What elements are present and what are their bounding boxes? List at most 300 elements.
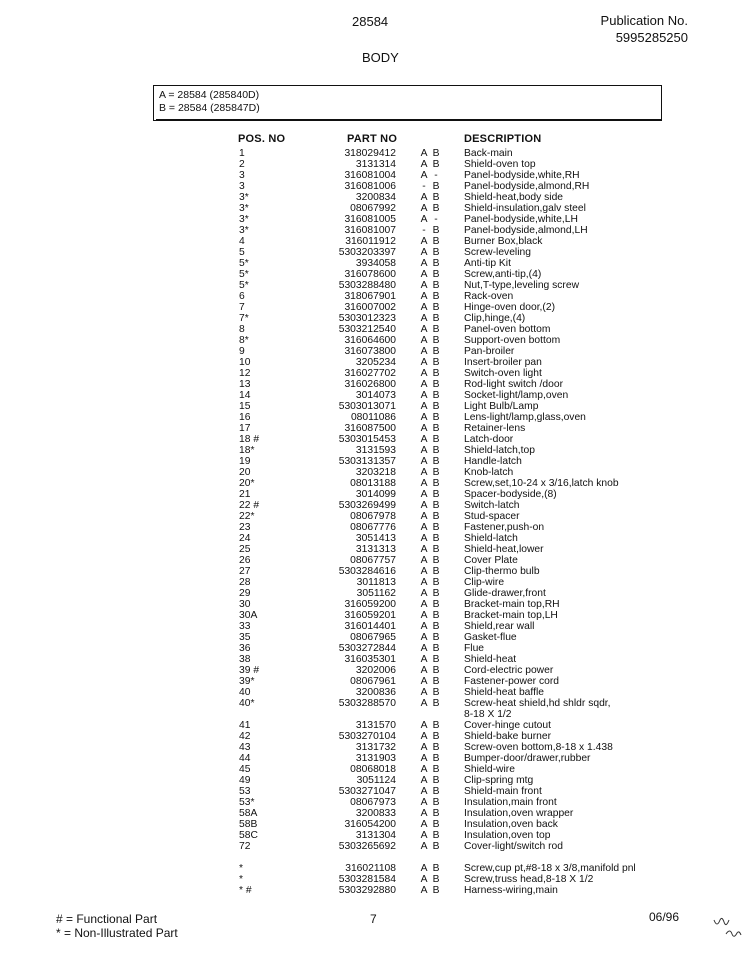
model-a-cell: A xyxy=(420,291,428,302)
pos-cell: 1 xyxy=(239,148,245,159)
model-b-cell: B xyxy=(432,225,440,236)
table-row xyxy=(0,841,750,852)
model-a-cell: A xyxy=(420,456,428,467)
description-cell: Light Bulb/Lamp xyxy=(464,401,539,412)
model-b-cell: B xyxy=(432,555,440,566)
description-cell: Nut,T-type,leveling screw xyxy=(464,280,580,291)
description-cell: Clip-spring mtg xyxy=(464,775,534,786)
part-number-cell: 5303288570 xyxy=(338,698,396,709)
part-number-cell: 3131314 xyxy=(355,159,396,170)
table-row xyxy=(0,390,750,401)
table-row xyxy=(0,885,750,896)
revision-date: 06/96 xyxy=(649,910,680,924)
part-number-cell: 08067978 xyxy=(350,511,396,522)
model-b-cell: B xyxy=(432,357,440,368)
pos-cell: 5* xyxy=(239,280,249,291)
part-number-cell: 318067901 xyxy=(344,291,396,302)
part-number-cell: 3014073 xyxy=(355,390,396,401)
model-a-cell: A xyxy=(420,610,428,621)
model-b-cell: B xyxy=(432,159,440,170)
model-a-cell: A xyxy=(420,665,428,676)
pos-cell: 3* xyxy=(239,192,249,203)
description-cell: Handle-latch xyxy=(464,456,522,467)
model-a-cell: A xyxy=(420,214,428,225)
description-cell: Switch-latch xyxy=(464,500,520,511)
pos-cell: 42 xyxy=(239,731,251,742)
description-cell: Cover-light/switch rod xyxy=(464,841,563,852)
pos-cell: 49 xyxy=(239,775,251,786)
pos-cell: * xyxy=(239,863,244,874)
description-cell: Back-main xyxy=(464,148,513,159)
part-number-cell: 08013188 xyxy=(350,478,396,489)
pos-cell: 9 xyxy=(239,346,245,357)
table-row xyxy=(0,434,750,445)
model-legend-box xyxy=(153,85,662,121)
model-a-cell: A xyxy=(420,192,428,203)
model-b-cell: B xyxy=(432,643,440,654)
pos-cell: 7* xyxy=(239,313,249,324)
description-cell: Shield-bake burner xyxy=(464,731,552,742)
publication-block xyxy=(601,12,688,46)
table-row xyxy=(0,610,750,621)
model-a-cell: A xyxy=(420,577,428,588)
table-row xyxy=(0,643,750,654)
part-number-cell: 3131903 xyxy=(355,753,396,764)
description-cell: Screw,set,10-24 x 3/16,latch knob xyxy=(464,478,619,489)
part-number-cell: 08067965 xyxy=(350,632,396,643)
description-cell: Insulation,main front xyxy=(464,797,557,808)
model-a-cell: A xyxy=(420,500,428,511)
table-row xyxy=(0,566,750,577)
model-a-cell: A xyxy=(420,467,428,478)
table-row xyxy=(0,192,750,203)
model-b-cell: B xyxy=(432,698,440,709)
description-cell: Rack-oven xyxy=(464,291,514,302)
column-header-description: DESCRIPTION xyxy=(464,133,542,145)
model-a-cell: A xyxy=(420,324,428,335)
table-row xyxy=(0,830,750,841)
model-number: 28584 xyxy=(352,14,389,29)
table-row xyxy=(0,302,750,313)
table-row xyxy=(0,478,750,489)
description-cell: Insulation,oven wrapper xyxy=(464,808,574,819)
table-row xyxy=(0,489,750,500)
description-cell: Panel-oven bottom xyxy=(464,324,551,335)
pos-cell: 8* xyxy=(239,335,249,346)
description-cell: Panel-bodyside,white,LH xyxy=(464,214,578,225)
description-cell: Lens-light/lamp,glass,oven xyxy=(464,412,586,423)
pos-cell: 28 xyxy=(239,577,251,588)
model-b-cell: B xyxy=(432,687,440,698)
part-number-cell: 3934058 xyxy=(355,258,396,269)
table-row xyxy=(0,181,750,192)
model-b-cell: B xyxy=(432,841,440,852)
table-row xyxy=(0,786,750,797)
model-b-cell: B xyxy=(432,291,440,302)
pos-cell: 33 xyxy=(239,621,251,632)
model-b-cell: B xyxy=(432,731,440,742)
model-a-cell: A xyxy=(420,874,428,885)
pos-cell: 4 xyxy=(239,236,245,247)
part-number-cell: 316064600 xyxy=(344,335,396,346)
column-header-part: PART NO xyxy=(347,133,398,145)
table-row xyxy=(0,423,750,434)
table-row xyxy=(0,676,750,687)
part-number-cell: 5303012323 xyxy=(338,313,396,324)
model-a-cell: A xyxy=(420,434,428,445)
model-a-cell: - xyxy=(422,181,426,192)
table-row xyxy=(0,863,750,874)
description-cell: Cord-electric power xyxy=(464,665,554,676)
part-number-cell: 5303212540 xyxy=(338,324,396,335)
description-cell: Shield-oven top xyxy=(464,159,536,170)
table-row xyxy=(0,852,750,863)
model-a-cell: A xyxy=(420,423,428,434)
model-b-cell: B xyxy=(432,280,440,291)
model-a-cell: A xyxy=(420,841,428,852)
description-cell: Socket-light/lamp,oven xyxy=(464,390,569,401)
part-number-cell: 316081005 xyxy=(344,214,396,225)
description-cell: Shield,rear wall xyxy=(464,621,535,632)
table-row xyxy=(0,203,750,214)
model-a-cell: A xyxy=(420,797,428,808)
table-row xyxy=(0,555,750,566)
part-number-cell: 3131593 xyxy=(355,445,396,456)
pos-cell: 3* xyxy=(239,203,249,214)
table-row xyxy=(0,742,750,753)
pos-cell: 40* xyxy=(239,698,255,709)
description-cell: Hinge-oven door,(2) xyxy=(464,302,556,313)
model-b-cell: - xyxy=(434,170,438,181)
part-number-cell: 3051413 xyxy=(355,533,396,544)
pos-cell: 25 xyxy=(239,544,251,555)
model-a-cell: A xyxy=(420,775,428,786)
publication-label: Publication No. xyxy=(600,13,688,28)
part-number-cell: 3200833 xyxy=(355,808,396,819)
model-a-cell: A xyxy=(420,621,428,632)
model-b-cell: B xyxy=(432,247,440,258)
part-number-cell: 08067961 xyxy=(350,676,396,687)
part-number-cell: 5303265692 xyxy=(338,841,396,852)
model-b-cell: B xyxy=(432,654,440,665)
table-row xyxy=(0,346,750,357)
model-b-cell: B xyxy=(432,478,440,489)
table-row xyxy=(0,236,750,247)
pos-cell: 15 xyxy=(239,401,251,412)
model-a-cell: A xyxy=(420,357,428,368)
pos-cell: 5 xyxy=(239,247,245,258)
model-b-cell: B xyxy=(432,203,440,214)
model-b-cell: B xyxy=(432,676,440,687)
table-row xyxy=(0,467,750,478)
description-cell: Screw,cup pt,#8-18 x 3/8,manifold pnl xyxy=(464,863,636,874)
model-b-cell: B xyxy=(432,390,440,401)
description-cell: Bracket-main top,LH xyxy=(464,610,558,621)
description-cell: Flue xyxy=(464,643,485,654)
model-b-cell: B xyxy=(432,588,440,599)
table-row xyxy=(0,247,750,258)
part-number-cell: 5303271047 xyxy=(338,786,396,797)
pos-cell: 43 xyxy=(239,742,251,753)
pos-cell: 53* xyxy=(239,797,255,808)
pos-cell: 10 xyxy=(239,357,251,368)
pos-cell: 20 xyxy=(239,467,251,478)
model-a-cell: A xyxy=(420,280,428,291)
pos-cell: 5* xyxy=(239,258,249,269)
model-b-cell: B xyxy=(432,368,440,379)
model-a-cell: A xyxy=(420,643,428,654)
part-number-cell: 3203218 xyxy=(355,467,396,478)
model-b-cell: B xyxy=(432,269,440,280)
model-b-cell: B xyxy=(432,665,440,676)
table-row xyxy=(0,665,750,676)
description-cell: Bracket-main top,RH xyxy=(464,599,560,610)
table-row xyxy=(0,544,750,555)
model-b-cell: - xyxy=(434,214,438,225)
model-b-cell: B xyxy=(432,819,440,830)
model-a-cell: A xyxy=(420,720,428,731)
part-number-cell: 3051124 xyxy=(356,775,396,786)
model-a-cell: A xyxy=(420,313,428,324)
pos-cell: 38 xyxy=(239,654,251,665)
part-number-cell: 3014099 xyxy=(355,489,396,500)
model-b-cell: B xyxy=(432,720,440,731)
description-cell: Clip,hinge,(4) xyxy=(464,313,526,324)
table-row xyxy=(0,412,750,423)
table-row xyxy=(0,621,750,632)
table-row xyxy=(0,258,750,269)
part-number-cell: 3205234 xyxy=(355,357,396,368)
model-a-cell: A xyxy=(420,819,428,830)
model-b-cell: B xyxy=(432,621,440,632)
pos-cell: 13 xyxy=(239,379,251,390)
table-row xyxy=(0,764,750,775)
description-cell: Panel-bodyside,almond,LH xyxy=(464,225,588,236)
part-number-cell: 316007002 xyxy=(344,302,396,313)
part-number-cell: 5303272844 xyxy=(338,643,396,654)
table-row xyxy=(0,753,750,764)
model-a-cell: - xyxy=(422,225,426,236)
table-row xyxy=(0,698,750,709)
table-row xyxy=(0,159,750,170)
pos-cell: 24 xyxy=(239,533,251,544)
column-header-pos: POS. NO xyxy=(238,133,286,145)
part-number-cell: 316014401 xyxy=(344,621,396,632)
section-title: BODY xyxy=(362,50,399,65)
pos-cell: 22 # xyxy=(239,500,260,511)
part-number-cell: 318029412 xyxy=(344,148,396,159)
table-row xyxy=(0,335,750,346)
part-number-cell: 5303284616 xyxy=(338,566,396,577)
model-b-cell: B xyxy=(432,786,440,797)
description-cell: Cover Plate xyxy=(464,555,518,566)
description-cell: Shield-main front xyxy=(464,786,542,797)
description-cell: Screw,truss head,8-18 X 1/2 xyxy=(464,874,594,885)
footer-legend xyxy=(56,912,178,940)
part-number-cell: 08067757 xyxy=(350,555,396,566)
model-a-cell: A xyxy=(420,346,428,357)
part-number-cell: 5303203397 xyxy=(338,247,396,258)
pos-cell: 23 xyxy=(239,522,251,533)
pos-cell: 22* xyxy=(239,511,255,522)
description-cell: Glide-drawer,front xyxy=(464,588,546,599)
model-a-cell: A xyxy=(420,632,428,643)
part-number-cell: 5303270104 xyxy=(338,731,396,742)
pos-cell: 7 xyxy=(239,302,245,313)
table-row xyxy=(0,599,750,610)
pos-cell: 30A xyxy=(239,610,258,621)
model-a-cell: A xyxy=(420,368,428,379)
description-cell: Cover-hinge cutout xyxy=(464,720,552,731)
pos-cell: 20* xyxy=(239,478,255,489)
model-b-cell: B xyxy=(432,764,440,775)
model-b-cell: B xyxy=(432,522,440,533)
part-number-cell: 316035301 xyxy=(344,654,396,665)
pos-cell: 45 xyxy=(239,764,251,775)
legend-box-shadow xyxy=(156,119,662,121)
model-b-cell: B xyxy=(432,830,440,841)
pos-cell: 6 xyxy=(239,291,245,302)
part-number-cell: 316073800 xyxy=(344,346,396,357)
model-a-cell: A xyxy=(420,269,428,280)
model-b-cell: B xyxy=(432,489,440,500)
description-cell: Stud-spacer xyxy=(464,511,520,522)
model-b-cell: B xyxy=(432,192,440,203)
part-number-cell: 316059200 xyxy=(344,599,396,610)
part-number-cell: 08067992 xyxy=(350,203,396,214)
model-b-cell: B xyxy=(432,148,440,159)
model-a-cell: A xyxy=(420,544,428,555)
description-cell: Rod-light switch /door xyxy=(464,379,564,390)
part-number-cell: 316059201 xyxy=(344,610,396,621)
model-b-cell: B xyxy=(432,610,440,621)
model-a-cell: A xyxy=(420,445,428,456)
part-number-cell: 3202006 xyxy=(355,665,396,676)
model-b-cell: B xyxy=(432,302,440,313)
pos-cell: * # xyxy=(239,885,252,896)
pos-cell: 30 xyxy=(239,599,251,610)
pos-cell: 18 # xyxy=(239,434,260,445)
model-b-cell: B xyxy=(432,797,440,808)
model-a-cell: A xyxy=(420,335,428,346)
table-row xyxy=(0,379,750,390)
model-a-cell: A xyxy=(420,236,428,247)
model-b-cell: B xyxy=(432,533,440,544)
model-b-cell: B xyxy=(432,863,440,874)
model-b-cell: B xyxy=(432,379,440,390)
part-number-cell: 3131732 xyxy=(355,742,396,753)
model-b-cell: B xyxy=(432,401,440,412)
part-number-cell: 3200834 xyxy=(355,192,396,203)
model-a-cell: A xyxy=(420,698,428,709)
description-cell: Burner Box,black xyxy=(464,236,543,247)
part-number-cell: 316011912 xyxy=(345,236,396,247)
part-number-cell: 316027702 xyxy=(344,368,396,379)
pos-cell: * xyxy=(239,874,244,885)
table-row xyxy=(0,511,750,522)
model-a-cell: A xyxy=(420,786,428,797)
part-number-cell: 316081004 xyxy=(344,170,396,181)
pos-cell: 3 xyxy=(239,181,245,192)
pos-cell: 18* xyxy=(239,445,255,456)
model-a-cell: A xyxy=(420,203,428,214)
pos-cell: 16 xyxy=(239,412,251,423)
description-cell: Panel-bodyside,white,RH xyxy=(464,170,580,181)
part-number-cell: 3131313 xyxy=(355,544,396,555)
model-b-cell: B xyxy=(432,632,440,643)
description-cell: Shield-heat baffle xyxy=(464,687,544,698)
pos-cell: 5* xyxy=(239,269,249,280)
model-b-cell: B xyxy=(432,335,440,346)
model-a-cell: A xyxy=(420,412,428,423)
model-a-cell: A xyxy=(420,302,428,313)
model-a-cell: A xyxy=(420,753,428,764)
pos-cell: 3* xyxy=(239,225,249,236)
model-a-cell: A xyxy=(420,654,428,665)
description-cell: Knob-latch xyxy=(464,467,514,478)
table-row xyxy=(0,324,750,335)
description-cell: Gasket-flue xyxy=(464,632,517,643)
table-row xyxy=(0,577,750,588)
table-row xyxy=(0,357,750,368)
model-b-cell: B xyxy=(432,599,440,610)
pos-cell: 53 xyxy=(239,786,251,797)
part-number-cell: 5303292880 xyxy=(338,885,396,896)
pos-cell: 29 xyxy=(239,588,251,599)
table-row xyxy=(0,808,750,819)
part-number-cell: 08067973 xyxy=(350,797,396,808)
model-b-cell: B xyxy=(432,742,440,753)
description-cell: Switch-oven light xyxy=(464,368,542,379)
pos-cell: 8 xyxy=(239,324,245,335)
model-b-cell: B xyxy=(432,775,440,786)
model-a-cell: A xyxy=(420,247,428,258)
part-number-cell: 08067776 xyxy=(350,522,396,533)
model-a-cell: A xyxy=(420,676,428,687)
table-row xyxy=(0,588,750,599)
table-row xyxy=(0,709,750,720)
pos-cell: 39 # xyxy=(239,665,260,676)
table-row xyxy=(0,632,750,643)
table-row xyxy=(0,874,750,885)
model-b-cell: B xyxy=(432,511,440,522)
model-a-cell: A xyxy=(420,731,428,742)
model-a-cell: A xyxy=(420,555,428,566)
pos-cell: 72 xyxy=(239,841,251,852)
model-b-cell: B xyxy=(432,467,440,478)
model-a-cell: A xyxy=(420,478,428,489)
description-cell: Shield-latch xyxy=(464,533,518,544)
model-b-cell: B xyxy=(432,885,440,896)
description-cell: Fastener-power cord xyxy=(464,676,559,687)
description-cell: Fastener,push-on xyxy=(464,522,545,533)
description-cell: Pan-broiler xyxy=(464,346,515,357)
description-cell: Screw-heat shield,hd shldr sqdr, xyxy=(464,698,611,709)
model-b-cell: B xyxy=(432,313,440,324)
description-cell: Spacer-bodyside,(8) xyxy=(464,489,557,500)
model-b-cell: B xyxy=(432,181,440,192)
description-cell: Shield-heat,body side xyxy=(464,192,564,203)
part-number-cell: 316021108 xyxy=(345,863,396,874)
model-a-cell: A xyxy=(420,170,428,181)
model-b-cell: B xyxy=(432,544,440,555)
model-a-cell: A xyxy=(420,390,428,401)
model-b-cell: B xyxy=(432,577,440,588)
table-row xyxy=(0,170,750,181)
pos-cell: 17 xyxy=(239,423,251,434)
table-row xyxy=(0,731,750,742)
part-number-cell: 316078600 xyxy=(344,269,396,280)
